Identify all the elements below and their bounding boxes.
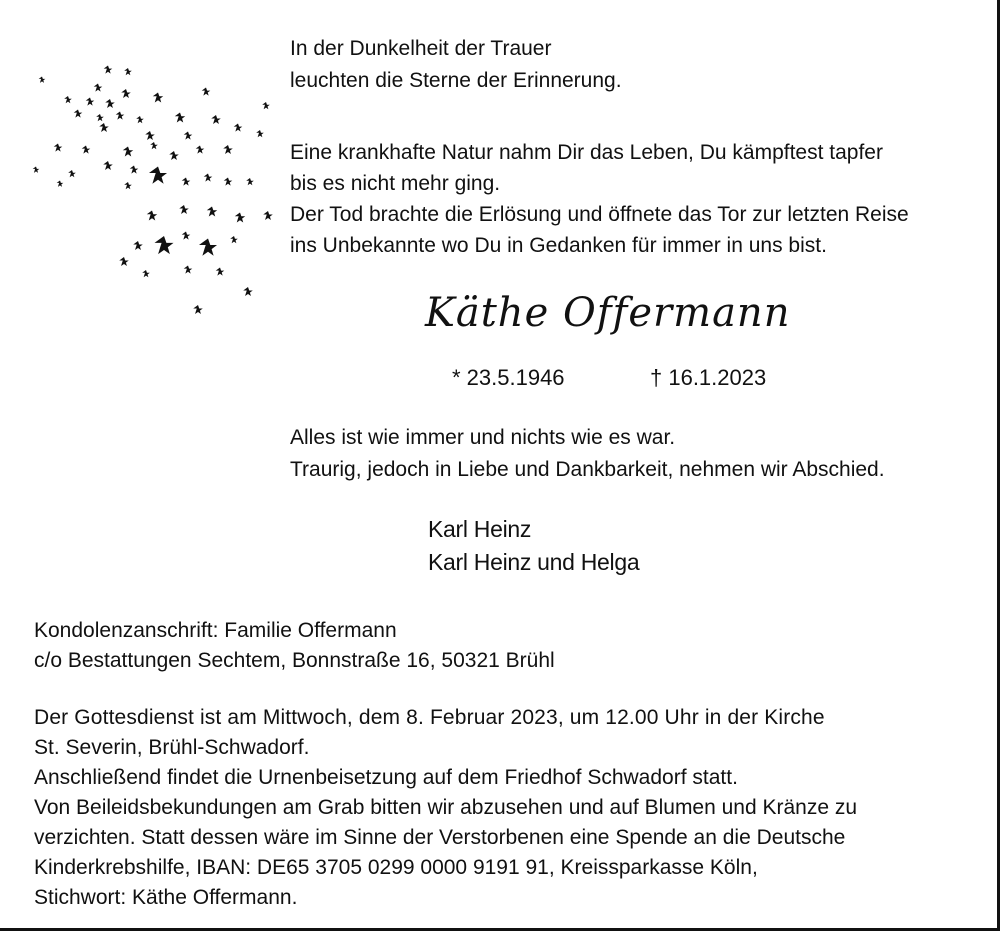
- intro-line-4: ins Unbekannte wo Du in Gedanken für immer in uns bist.: [290, 234, 827, 257]
- service-line-3: Anschließend findet die Urnenbeisetzung auf dem Friedhof Schwadorf statt.: [34, 766, 738, 789]
- service-info: [34, 703, 857, 913]
- poem-line-1: In der Dunkelheit der Trauer: [290, 37, 552, 60]
- intro-line-3: Der Tod brachte die Erlösung und öffnete das Tor zur letzten Reise: [290, 203, 909, 226]
- birth-date: * 23.5.1946: [452, 365, 565, 390]
- service-line-7: Stichwort: Käthe Offermann.: [34, 886, 298, 909]
- intro-line-1: Eine krankhafte Natur nahm Dir das Leben, Du kämpftest tapfer: [290, 141, 883, 164]
- poem-line-2: leuchten die Sterne der Erinnerung.: [290, 69, 622, 92]
- mourner-name: Karl Heinz und Helga: [428, 549, 640, 575]
- service-line-5: verzichten. Statt dessen wäre im Sinne der Verstorbenen eine Spende an die Deutsche: [34, 826, 846, 849]
- condolence-address: [34, 616, 555, 676]
- deceased-name: Käthe Offermann: [425, 290, 791, 336]
- farewell-line-2: Traurig, jedoch in Liebe und Dankbarkeit, nehmen wir Abschied.: [290, 458, 885, 481]
- condolence-line-2: c/o Bestattungen Sechtem, Bonnstraße 16, 50321 Brühl: [34, 649, 555, 672]
- stars-cluster-icon: [28, 58, 288, 328]
- mourner-name: Karl Heinz: [428, 516, 532, 542]
- intro-line-2: bis es nicht mehr ging.: [290, 172, 501, 195]
- farewell-line-1: Alles ist wie immer und nichts wie es war.: [290, 426, 676, 449]
- death-date: † 16.1.2023: [650, 365, 767, 390]
- condolence-line-1: Kondolenzanschrift: Familie Offermann: [34, 619, 397, 642]
- service-line-6: Kinderkrebshilfe, IBAN: DE65 3705 0299 0000 9191 91, Kreissparkasse Köln,: [34, 856, 758, 879]
- service-line-4: Von Beileidsbekundungen am Grab bitten wir abzusehen und auf Blumen und Kränze zu: [34, 796, 858, 819]
- service-line-1: Der Gottesdienst ist am Mittwoch, dem 8. Februar 2023, um 12.00 Uhr in der Kirche: [34, 706, 825, 729]
- service-line-2: St. Severin, Brühl-Schwadorf.: [34, 736, 310, 759]
